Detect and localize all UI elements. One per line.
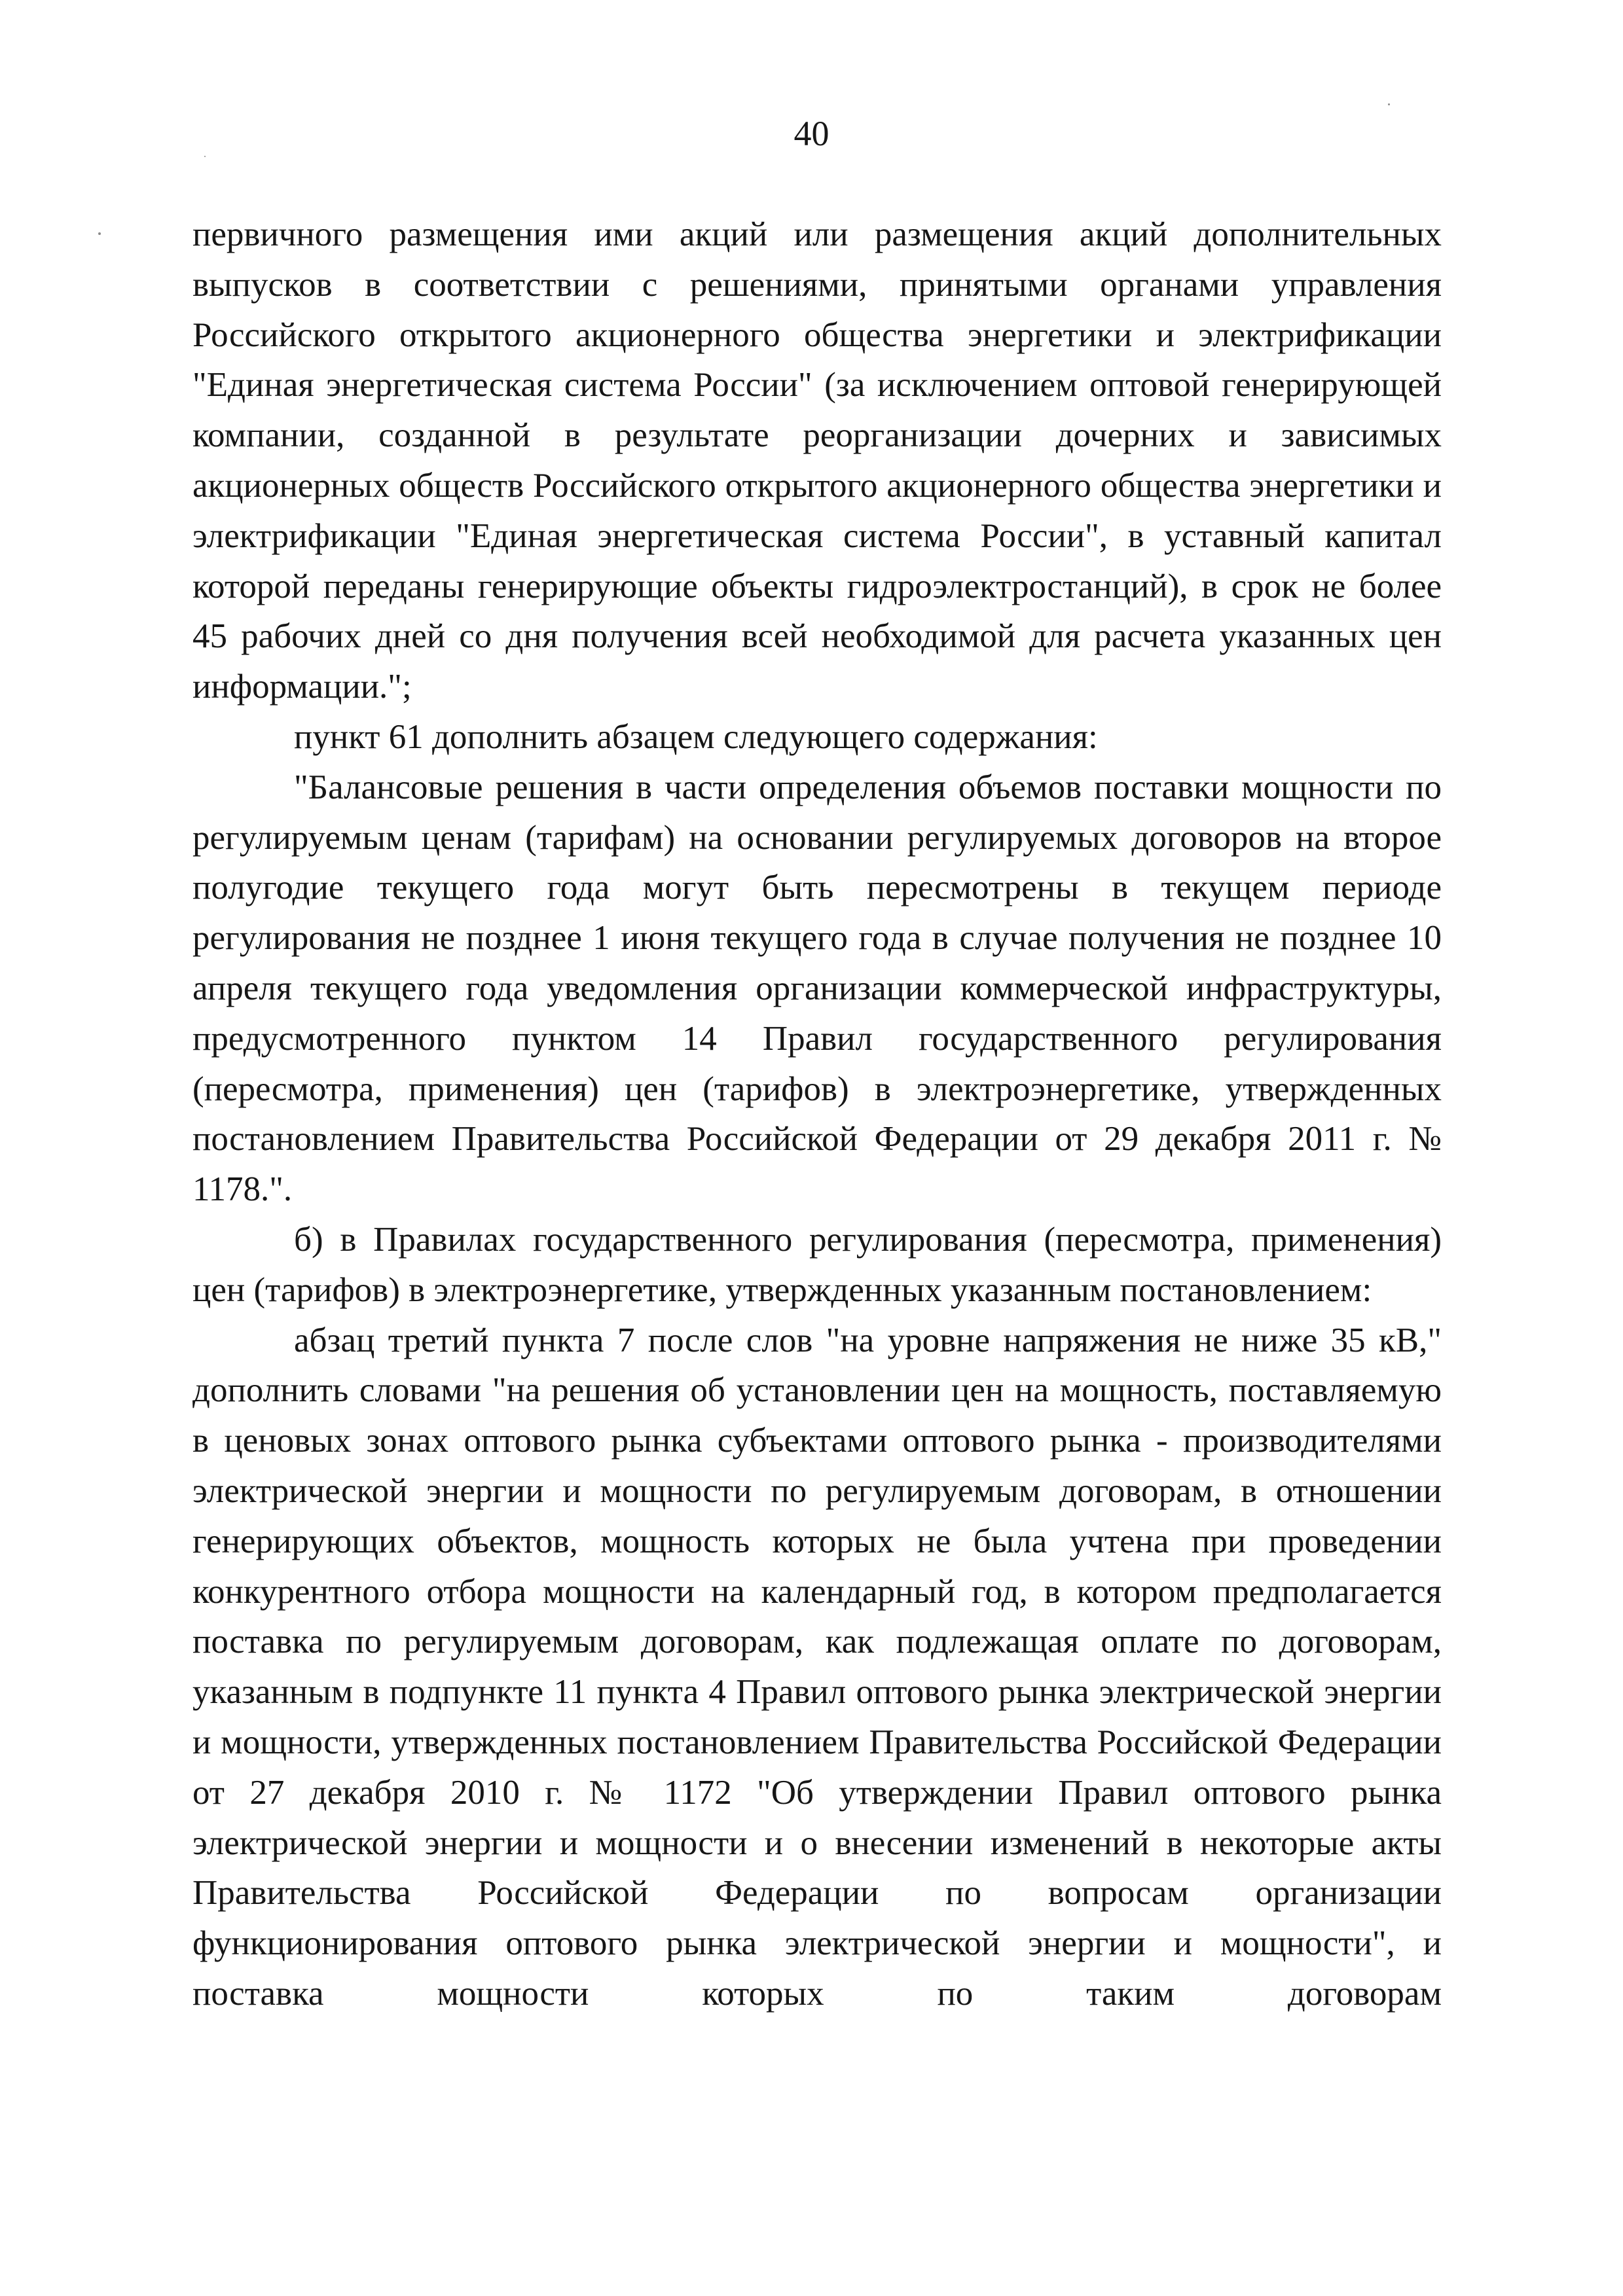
paragraph-continuation: первичного размещения ими акций или размещения акций дополнительных выпусков в соответствии с решениями, принятыми органами управления Российского открытого акционерного общества энергетики и электрификации "Единая энергетическая система России" (за исключением оптовой генерирующей компании, созданной в результате реорганизации дочерних и зависимых акционерных обществ Российского открытого акционерного общества энергетики и электрификации "Единая энергетическая система России", в уставный капитал которой переданы генерирующие объекты гидроэлектростанций), в срок не более 45 рабочих дней со дня получения всей необходимой для расчета указанных цен информации."; [192, 215, 1442, 706]
scan-speck [204, 156, 206, 157]
paragraph-subitem-b: б) в Правилах государственного регулирования (пересмотра, применения) цен (тарифов) в электроэнергетике, утвержденных указанным постановлением: [192, 1220, 1442, 1309]
scan-speck [98, 232, 101, 235]
paragraph-point-61: пункт 61 дополнить абзацем следующего содержания: [294, 717, 1098, 756]
document-body [192, 209, 1442, 2019]
paragraph-balance-decisions-quote: "Балансовые решения в части определения объемов поставки мощности по регулируемым ценам (тарифам) на основании регулируемых договоров на второе полугодие текущего года могут быть пересмотрены в текущем периоде регулирования не позднее 1 июня текущего года в случае получения не позднее 10 апреля текущего года уведомления организации коммерческой инфраструктуры, предусмотренного пунктом 14 Правил государственного регулирования (пересмотра, применения) цен (тарифов) в электроэнергетике, утвержденных постановлением Правительства Российской Федерации от 29 декабря 2011 г. № 1178.". [192, 768, 1442, 1209]
scan-speck [1388, 103, 1390, 105]
page-number: 40 [793, 114, 830, 153]
paragraph-point-7-amendment: абзац третий пункта 7 после слов "на уровне напряжения не ниже 35 кВ," дополнить словами "на решения об установлении цен на мощность, поставляемую в ценовых зонах оптового рынка субъектами оптового рынка - производителями электрической энергии и мощности по регулируемым договорам, в отношении генерирующих объектов, мощность которых не была учтена при проведении конкурентного отбора мощности на календарный год, в котором предполагается поставка по регулируемым договорам, как подлежащая оплате по договорам, указанным в подпункте 11 пункта 4 Правил оптового рынка электрической энергии и мощности, утвержденных постановлением Правительства Российской Федерации от 27 декабря 2010 г. № 1172 "Об утверждении Правил оптового рынка электрической энергии и мощности и о внесении изменений в некоторые акты Правительства Российской Федерации по вопросам организации функционирования оптового рынка электрической энергии и мощности", и поставка мощности которых по таким договорам [192, 1321, 1442, 2013]
